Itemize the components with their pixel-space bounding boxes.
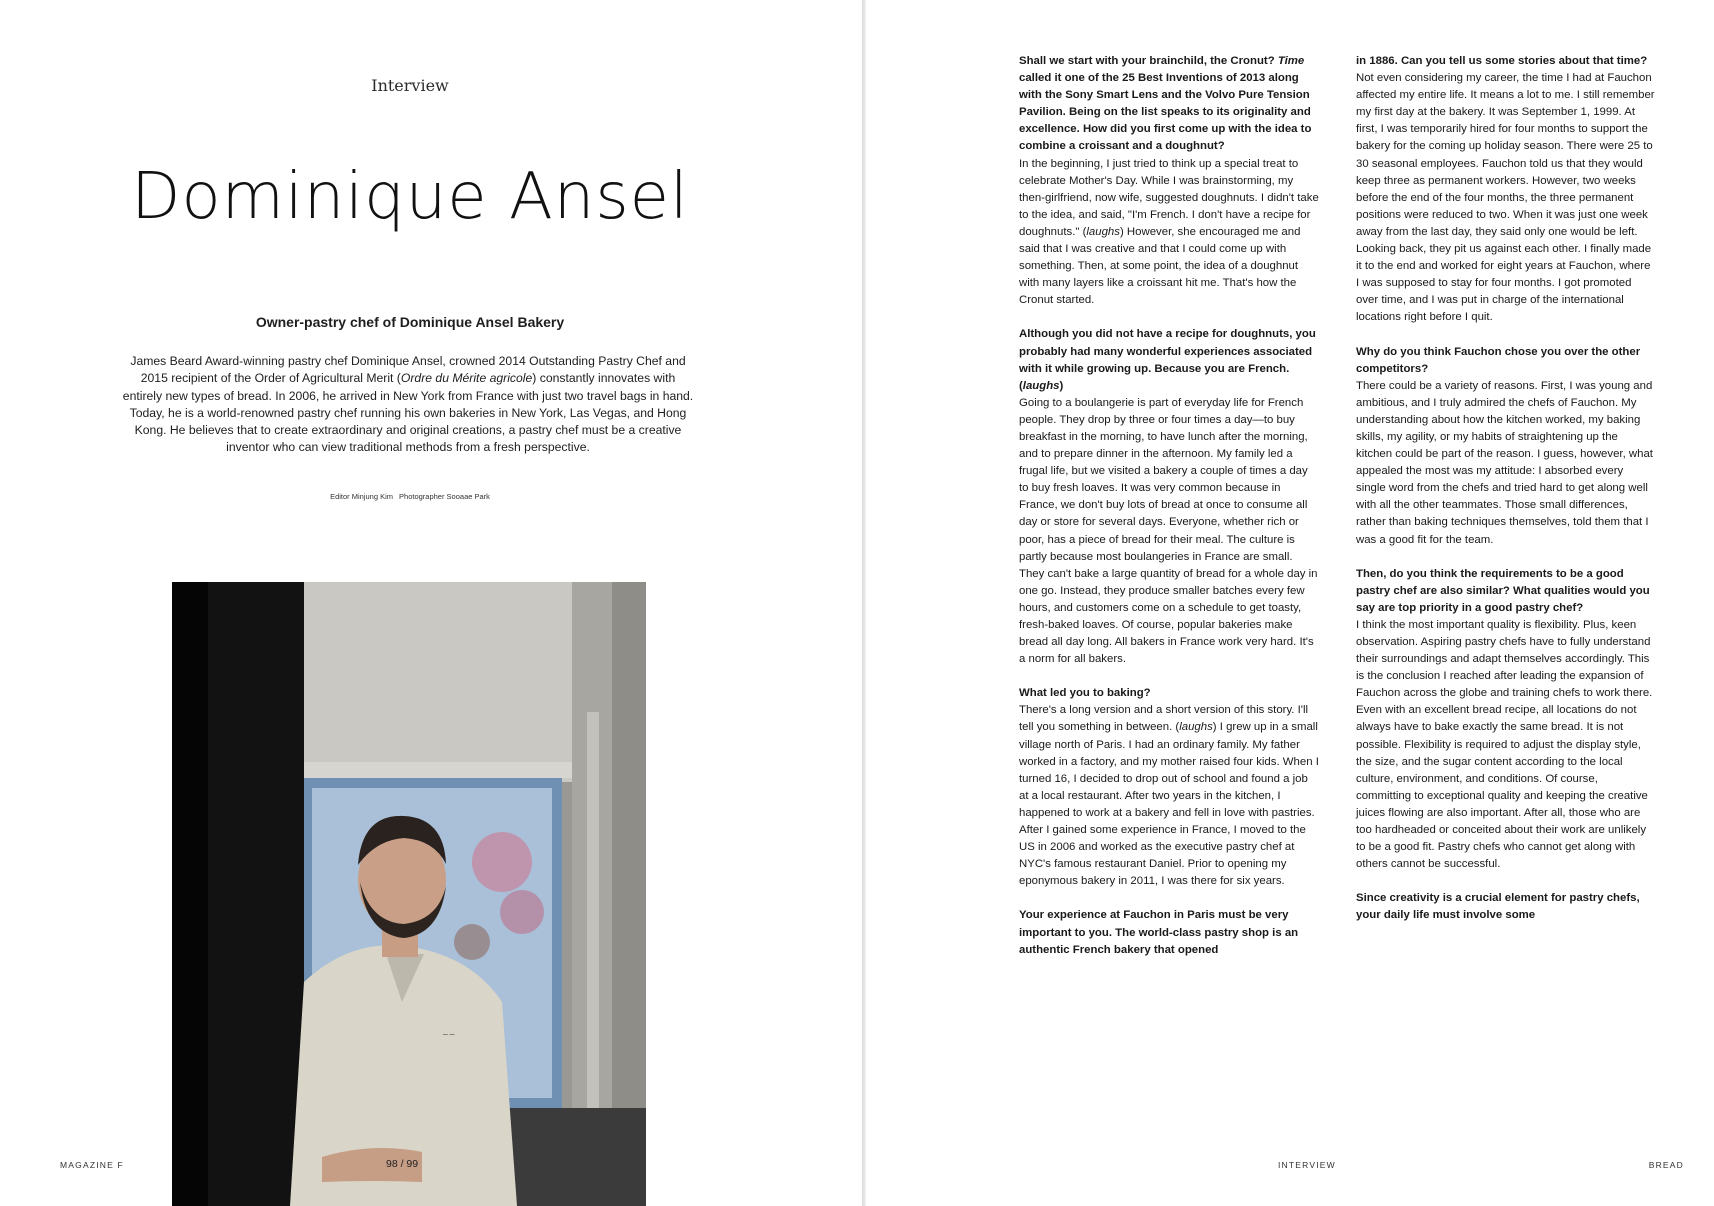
editor-credit: Editor Minjung Kim bbox=[330, 492, 394, 501]
question: Your experience at Fauchon in Paris must be very important to you. The world-class pastry shop is an authentic French bakery that opened bbox=[1019, 909, 1299, 956]
portrait-illustration bbox=[172, 582, 646, 1206]
intro-text: James Beard Award-winning pastry chef Dominique Ansel, crowned 2014 Outstanding Pastry Chef and 2015 recipient of the Order of Agricultural Merit ( bbox=[130, 354, 686, 386]
answer: In the beginning, I just tried to think up a special treat to celebrate Mother's Day. While I was brainstorming, my then-girlfriend, now wife, suggested doughnuts. I didn't take to the idea, and said, "I'm French. I don't have a recipe for doughnuts." (laughs) However, she encouraged me and said that I was creative and that I could come up with something. Then, at some point, the idea of a doughnut with many layers like a croissant hit me. That's how the Cronut started. bbox=[1019, 157, 1319, 307]
article-subtitle: Owner-pastry chef of Dominique Ansel Bakery bbox=[255, 314, 565, 330]
answer: There could be a variety of reasons. First, I was young and ambitious, and I truly admired the chefs of Fauchon. My understanding about how the kitchen worked, my baking skills, my agility, or my habits of straightening up the kitchen could be part of the reason. I guess, however, what appealed the most was my attitude: I absorbed every single word from the chefs and tried hard to get along well with all the other teammates. Those small differences, rather than baking techniques themselves, told them that I was a good fit for the team. bbox=[1356, 379, 1653, 546]
page-number: 98 / 99 bbox=[386, 1158, 419, 1170]
magazine-name: MAGAZINE F bbox=[60, 1160, 124, 1170]
article-title: Dominique Ansel bbox=[131, 160, 689, 234]
svg-text:~~: ~~ bbox=[442, 1030, 456, 1039]
question: Why do you think Fauchon chose you over the other competitors? bbox=[1356, 345, 1641, 375]
answer: Going to a boulangerie is part of everyday life for French people. They drop by three or four times a day—to buy breakfast in the morning, to have lunch after the morning, and to prepare dinner in the afternoon. My family led a frugal life, but we visited a bakery a couple of times a day to buy fresh loaves. It was very common because in France, we don't buy lots of bread at once to consume all day or store for several days. Everyone, whether rich or poor, has a piece of bread for their meal. The culture is partly because most boulangeries in France are small. They can't bake a large quantity of bread for a whole day in one go. Instead, they produce smaller batches every few hours, and customers come on a schedule to get toasty, fresh-baked loaves. Of course, popular bakeries make bread all day long. All bakers in France work very hard. It's a norm for all bakers. bbox=[1019, 396, 1318, 666]
answer: I think the most important quality is flexibility. Plus, keen observation. Aspiring pastry chefs have to fully understand their surroundings and adapt themselves accordingly. This is the conclusion I reached after leading the expansion of Fauchon across the globe and training chefs to work there. Even with an excellent bread recipe, all locations do not always have to bake exactly the same bread. It is not possible. Flexibility is required to adjust the display style, the size, and the sugar content according to the local culture, environment, and conditions. Of course, committing to exceptional quality and keeping the creative juices flowing are also important. After all, those who are too hardheaded or conceited about their work are unlikely to be a good fit. Pastry chefs who cannot get along with others cannot be successful. bbox=[1356, 618, 1653, 871]
photographer-credit: Photographer Sooaae Park bbox=[399, 492, 490, 501]
qa-block bbox=[1019, 53, 1319, 309]
section-footer: INTERVIEW bbox=[1278, 1160, 1336, 1170]
qa-block bbox=[1019, 326, 1319, 668]
qa-block bbox=[1356, 53, 1656, 327]
question: Shall we start with your brainchild, the Cronut? Time called it one of the 25 Best Inventions of 2013 along with the Sony Smart Lens and the Volvo Pure Tension Pavilion. Being on the list speaks to its originality and excellence. How did you first come up with the idea to combine a croissant and a doughnut? bbox=[1019, 55, 1312, 153]
qa-block bbox=[1356, 566, 1656, 874]
answer: There's a long version and a short version of this story. I'll tell you something in between. (laughs) I grew up in a small village north of Paris. I had an ordinary family. My father worked in a factory, and my mother raised four kids. When I turned 16, I decided to drop out of school and found a job at a local restaurant. After two years in the kitchen, I happened to work at a bakery and fell in love with pastries. After I gained some experience in France, I moved to the US in 2006 and worked as the executive pastry chef at NYC's famous restaurant Daniel. Prior to opening my eponymous bakery in 2011, I was there for six years. bbox=[1019, 704, 1319, 888]
question: Although you did not have a recipe for doughnuts, you probably had many wonderful experiences associated with it while growing up. Because you are French. (laughs) bbox=[1019, 328, 1316, 392]
section-label: Interview bbox=[371, 76, 449, 95]
portrait-photo bbox=[172, 582, 646, 1206]
article-intro bbox=[122, 353, 694, 457]
text-column-2 bbox=[1356, 53, 1656, 942]
question: in 1886. Can you tell us some stories about that time? bbox=[1356, 55, 1648, 67]
intro-italic: Ordre du Mérite agricole bbox=[400, 371, 533, 386]
intro-text-continued: ) constantly innovates with entirely new types of bread. In 2006, he arrived in New York from France with just two travel bags in hand. Today, he is a world-renowned pastry chef running his own bakeries in New York, Las Vegas, and Hong Kong. He believes that to create extraordinary and original creations, a pastry chef must be a creative inventor who can view traditional methods from a fresh perspective. bbox=[122, 371, 694, 455]
qa-block bbox=[1019, 685, 1319, 890]
qa-block bbox=[1019, 907, 1319, 958]
credits bbox=[0, 492, 820, 501]
qa-block bbox=[1356, 344, 1656, 549]
qa-block bbox=[1356, 890, 1656, 924]
question: Then, do you think the requirements to be a good pastry chef are also similar? What qualities would you say are top priority in a good pastry chef? bbox=[1356, 567, 1650, 614]
answer: Not even considering my career, the time I had at Fauchon affected my entire life. It means a lot to me. I still remember my first day at the bakery. It was September 1, 1999. At first, I was temporarily hired for four months to support the bakery for the coming up holiday season. There were 25 to 30 seasonal employees. Fauchon told us that they would keep three as permanent workers. However, two weeks before the end of the four months, the three permanent positions were reduced to two. When it was just one week away from the last day, they said only one would be left. Looking back, they pit us against each other. I finally made it to the end and worked for eight years at Fauchon, where I was supposed to stay for four months. I got promoted over time, and I was put in charge of the international locations right before I quit. bbox=[1356, 72, 1655, 324]
question: Since creativity is a crucial element for pastry chefs, your daily life must involve some bbox=[1356, 892, 1640, 922]
right-page bbox=[866, 0, 1714, 1206]
topic-footer: BREAD bbox=[1648, 1160, 1684, 1170]
text-column-1 bbox=[1019, 53, 1319, 976]
question: What led you to baking? bbox=[1019, 687, 1151, 700]
